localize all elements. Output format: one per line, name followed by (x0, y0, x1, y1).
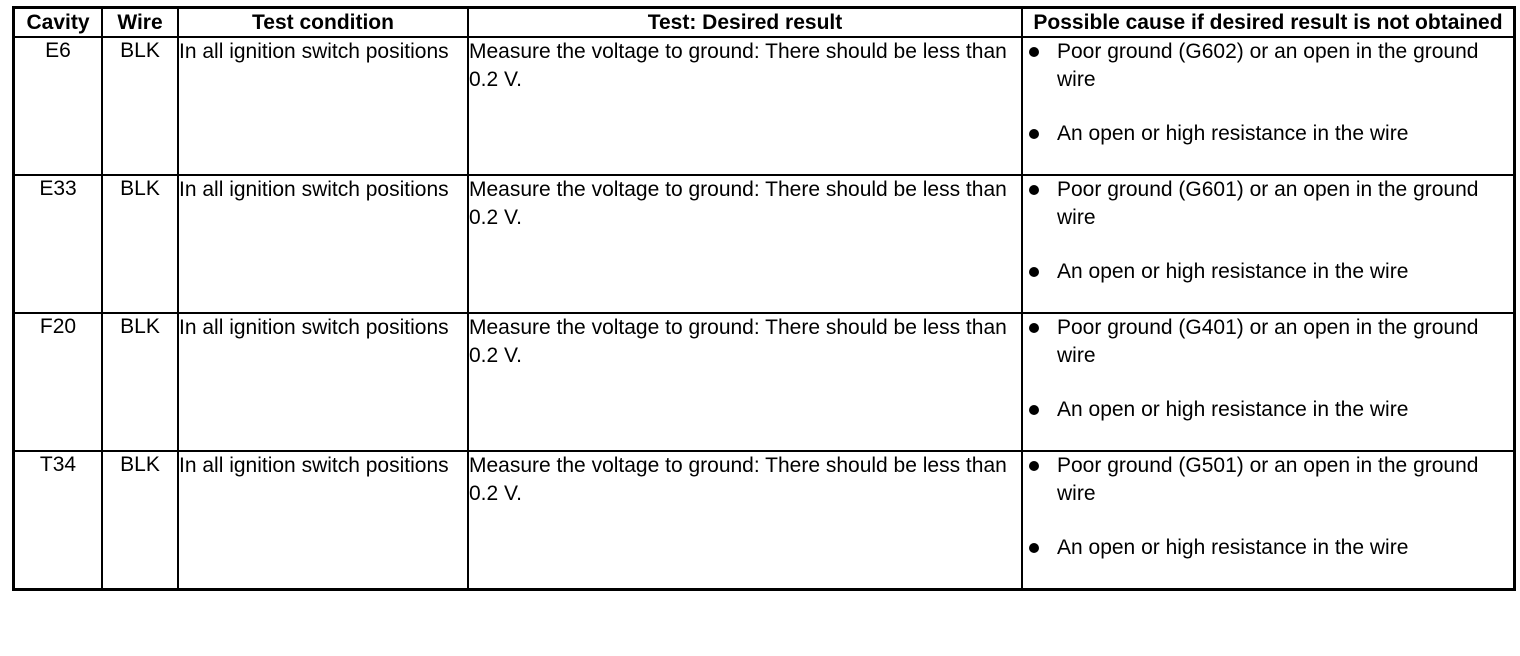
cell-cavity: E6 (14, 37, 103, 175)
cell-test-condition: In all ignition switch positions (178, 175, 468, 313)
list-item (1023, 534, 1513, 562)
cell-cavity: F20 (14, 313, 103, 451)
cell-wire: BLK (102, 313, 178, 451)
bullet-icon (1029, 185, 1039, 195)
column-header-test-condition: Test condition (178, 8, 468, 38)
list-item (1023, 176, 1513, 232)
bullet-icon (1029, 461, 1039, 471)
cell-cavity: E33 (14, 175, 103, 313)
bullet-icon (1029, 267, 1039, 277)
cause-text: An open or high resistance in the wire (1057, 398, 1409, 421)
cell-possible-cause (1022, 37, 1515, 175)
cause-list (1023, 176, 1513, 286)
cause-text: Poor ground (G401) or an open in the ground wire (1057, 316, 1479, 367)
cell-test-condition: In all ignition switch positions (178, 37, 468, 175)
table-row (14, 37, 1515, 175)
column-header-cavity: Cavity (14, 8, 103, 38)
cell-wire: BLK (102, 175, 178, 313)
table-row (14, 313, 1515, 451)
cell-test-desired-result: Measure the voltage to ground: There should be less than 0.2 V. (468, 37, 1022, 175)
table-body (14, 37, 1515, 589)
cause-text: Poor ground (G501) or an open in the ground wire (1057, 454, 1479, 505)
cell-possible-cause (1022, 175, 1515, 313)
cell-possible-cause (1022, 451, 1515, 589)
list-item (1023, 258, 1513, 286)
bullet-icon (1029, 323, 1039, 333)
cause-text: An open or high resistance in the wire (1057, 260, 1409, 283)
bullet-icon (1029, 129, 1039, 139)
cell-wire: BLK (102, 451, 178, 589)
table-row (14, 451, 1515, 589)
cause-text: Poor ground (G601) or an open in the ground wire (1057, 178, 1479, 229)
bullet-icon (1029, 47, 1039, 57)
cause-list (1023, 314, 1513, 424)
list-item (1023, 38, 1513, 94)
list-item (1023, 396, 1513, 424)
column-header-wire: Wire (102, 8, 178, 38)
cell-cavity: T34 (14, 451, 103, 589)
cell-possible-cause (1022, 313, 1515, 451)
table-row (14, 175, 1515, 313)
list-item (1023, 452, 1513, 508)
column-header-test-desired-result: Test: Desired result (468, 8, 1022, 38)
cause-text: An open or high resistance in the wire (1057, 536, 1409, 559)
cause-list (1023, 38, 1513, 148)
diagnostic-table (12, 6, 1516, 591)
bullet-icon (1029, 543, 1039, 553)
table-header-row (14, 8, 1515, 38)
cell-test-condition: In all ignition switch positions (178, 313, 468, 451)
cell-test-desired-result: Measure the voltage to ground: There should be less than 0.2 V. (468, 175, 1022, 313)
list-item (1023, 314, 1513, 370)
list-item (1023, 120, 1513, 148)
cause-text: An open or high resistance in the wire (1057, 122, 1409, 145)
cell-test-desired-result: Measure the voltage to ground: There should be less than 0.2 V. (468, 313, 1022, 451)
bullet-icon (1029, 405, 1039, 415)
cause-text: Poor ground (G602) or an open in the ground wire (1057, 40, 1479, 91)
cell-test-condition: In all ignition switch positions (178, 451, 468, 589)
cause-list (1023, 452, 1513, 562)
table-header (14, 8, 1515, 38)
cell-test-desired-result: Measure the voltage to ground: There should be less than 0.2 V. (468, 451, 1022, 589)
cell-wire: BLK (102, 37, 178, 175)
column-header-possible-cause: Possible cause if desired result is not obtained (1022, 8, 1515, 38)
document-page (0, 6, 1520, 656)
